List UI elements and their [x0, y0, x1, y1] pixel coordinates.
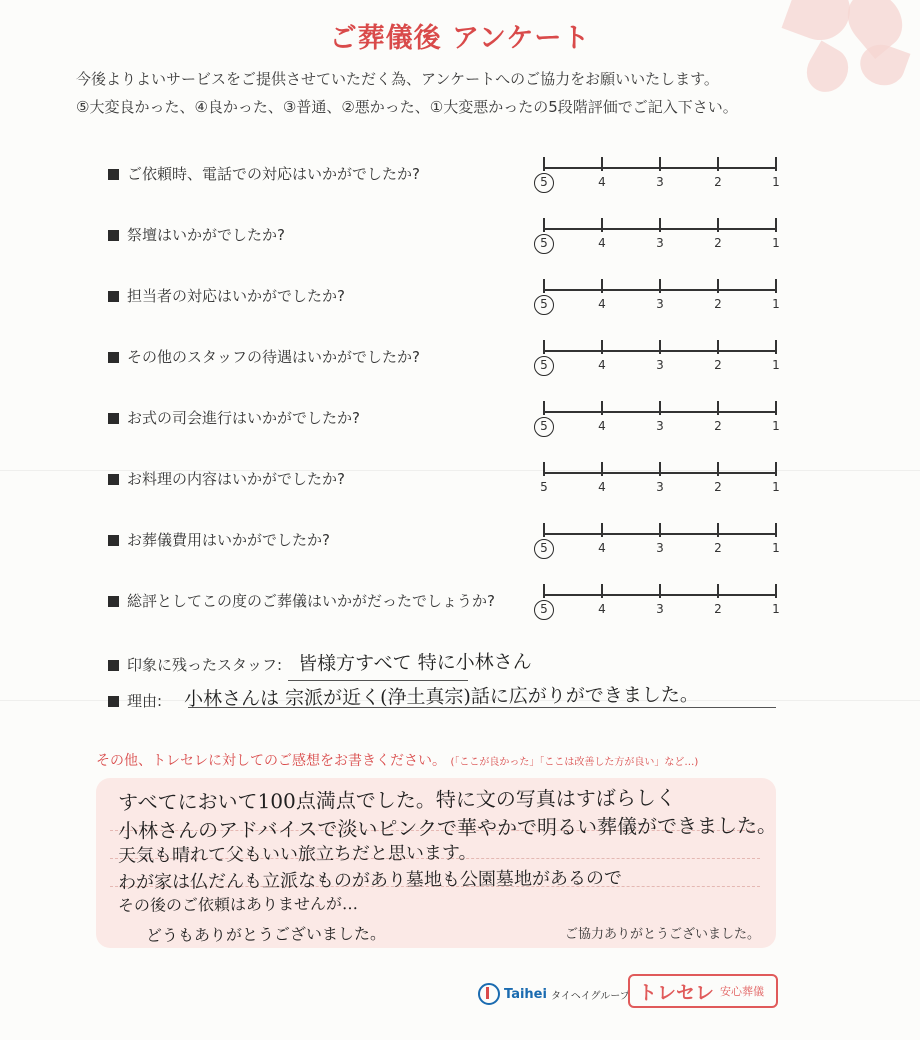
scale-tick: [601, 279, 603, 293]
scale-tick: [543, 218, 545, 232]
bullet-square-icon: [108, 696, 119, 707]
scale-option[interactable]: 5: [540, 541, 548, 555]
scale-option[interactable]: 2: [714, 358, 722, 372]
selected-rating-circle: [534, 356, 554, 376]
bullet-square-icon: [108, 169, 119, 180]
scale-tick: [659, 157, 661, 171]
scale-option[interactable]: 1: [772, 541, 780, 555]
staff-answer: 皆様方すべて 特に小林さん: [297, 650, 532, 676]
scale-option[interactable]: 3: [656, 419, 664, 433]
question-text: ご依頼時、電話での対応はいかがでしたか?: [108, 163, 420, 184]
scale-tick: [775, 462, 777, 476]
question-text: お料理の内容はいかがでしたか?: [108, 468, 345, 489]
question-text: お式の司会進行はいかがでしたか?: [108, 407, 360, 428]
scale-tick: [659, 584, 661, 598]
scale-tick: [543, 279, 545, 293]
staff-underline: [288, 680, 468, 681]
selected-rating-circle: [534, 600, 554, 620]
rating-scale: [528, 397, 788, 437]
scale-option[interactable]: 5: [540, 358, 548, 372]
rating-scale: [528, 153, 788, 193]
scale-option[interactable]: 5: [540, 419, 548, 433]
scale-tick: [659, 279, 661, 293]
scale-tick: [601, 218, 603, 232]
scale-option[interactable]: 1: [772, 358, 780, 372]
taihei-name: Taihei: [504, 986, 547, 1002]
scale-option[interactable]: 2: [714, 297, 722, 311]
scale-option[interactable]: 2: [714, 419, 722, 433]
scale-tick: [601, 584, 603, 598]
question-text: その他のスタッフの待遇はいかがでしたか?: [108, 346, 420, 367]
scale-option[interactable]: 3: [656, 480, 664, 494]
taihei-logo: [478, 982, 630, 1006]
scale-option[interactable]: 4: [598, 602, 606, 616]
scale-tick: [775, 157, 777, 171]
scale-tick: [543, 462, 545, 476]
scale-tick: [775, 218, 777, 232]
selected-rating-circle: [534, 234, 554, 254]
scale-tick: [543, 584, 545, 598]
scale-tick: [717, 218, 719, 232]
selected-rating-circle: [534, 417, 554, 437]
scale-option[interactable]: 5: [540, 480, 548, 494]
taihei-group: タイヘイグループ: [550, 990, 630, 1002]
scale-tick: [601, 462, 603, 476]
scale-option[interactable]: 3: [656, 236, 664, 250]
scale-tick: [717, 157, 719, 171]
question-text: 担当者の対応はいかがでしたか?: [108, 285, 345, 306]
reason-answer: 小林さんは 宗派が近く(浄土真宗)話に広がりができました。: [183, 683, 699, 711]
scale-tick: [543, 157, 545, 171]
scale-tick: [659, 340, 661, 354]
scale-option[interactable]: 5: [540, 602, 548, 616]
comment-line: どうもありがとうございました。: [145, 923, 387, 946]
scale-option[interactable]: 1: [772, 419, 780, 433]
scale-option[interactable]: 2: [714, 175, 722, 189]
torecere-logo: [628, 974, 778, 1008]
scale-tick: [601, 157, 603, 171]
scale-tick: [717, 584, 719, 598]
scale-tick: [543, 340, 545, 354]
scale-option[interactable]: 1: [772, 236, 780, 250]
scale-option[interactable]: 1: [772, 297, 780, 311]
scale-option[interactable]: 3: [656, 358, 664, 372]
comment-line: すべてにおいて100点満点でした。特に文の写真はすばらしく: [117, 785, 676, 815]
scale-tick: [717, 279, 719, 293]
scale-option[interactable]: 4: [598, 358, 606, 372]
comment-line: 小林さんのアドバイスで淡いピンクで華やかで明るい葬儀ができました。: [117, 813, 778, 843]
question-text: お葬儀費用はいかがでしたか?: [108, 529, 330, 550]
scale-tick: [775, 584, 777, 598]
scale-option[interactable]: 4: [598, 236, 606, 250]
scale-option[interactable]: 3: [656, 602, 664, 616]
taihei-logo-icon: [478, 983, 500, 1005]
scale-option[interactable]: 4: [598, 419, 606, 433]
scale-option[interactable]: 2: [714, 480, 722, 494]
scale-option[interactable]: 5: [540, 236, 548, 250]
scale-tick: [659, 523, 661, 537]
scale-option[interactable]: 1: [772, 480, 780, 494]
scale-option[interactable]: 3: [656, 297, 664, 311]
scale-tick: [601, 523, 603, 537]
scale-tick: [717, 462, 719, 476]
torecere-sub: 安心葬儀: [720, 985, 765, 998]
rating-scale: [528, 275, 788, 315]
comment-line: わが家は仏だんも立派なものがあり墓地も公園墓地があるので: [117, 867, 623, 894]
scale-tick: [775, 523, 777, 537]
scale-tick: [601, 340, 603, 354]
rating-scale: [528, 519, 788, 559]
scale-option[interactable]: 4: [598, 297, 606, 311]
scale-tick: [659, 401, 661, 415]
bullet-square-icon: [108, 413, 119, 424]
scale-tick: [543, 401, 545, 415]
scale-option[interactable]: 4: [598, 480, 606, 494]
scale-option[interactable]: 1: [772, 175, 780, 189]
page-title: ご葬儀後 アンケート: [329, 23, 591, 54]
question-text: 祭壇はいかがでしたか?: [108, 224, 285, 245]
rating-scale: [528, 214, 788, 254]
scale-tick: [543, 523, 545, 537]
staff-label: 印象に残ったスタッフ:: [108, 654, 282, 675]
scale-option[interactable]: 2: [714, 541, 722, 555]
scale-option[interactable]: 2: [714, 236, 722, 250]
scale-tick: [659, 218, 661, 232]
scale-option[interactable]: 1: [772, 602, 780, 616]
bullet-square-icon: [108, 596, 119, 607]
rating-scale: [528, 458, 788, 498]
bullet-square-icon: [108, 291, 119, 302]
question-text: 総評としてこの度のご葬儀はいかがだったでしょうか?: [108, 590, 495, 611]
selected-rating-circle: [534, 539, 554, 559]
bullet-square-icon: [108, 352, 119, 363]
selected-rating-circle: [534, 295, 554, 315]
scale-tick: [775, 401, 777, 415]
scale-option[interactable]: 5: [540, 175, 548, 189]
bullet-square-icon: [108, 535, 119, 546]
scale-tick: [717, 340, 719, 354]
rating-scale: [528, 336, 788, 376]
bullet-square-icon: [108, 660, 119, 671]
scale-option[interactable]: 5: [540, 297, 548, 311]
bullet-square-icon: [108, 230, 119, 241]
reason-label: 理由:: [108, 690, 162, 711]
intro-line: ⑤大変良かった、④良かった、③普通、②悪かった、①大変悪かったの5段階評価でご記入下さい。: [76, 98, 738, 116]
scale-tick: [601, 401, 603, 415]
comment-line: その後のご依頼はありませんが…: [117, 893, 359, 916]
scale-tick: [659, 462, 661, 476]
scale-option[interactable]: 4: [598, 175, 606, 189]
scale-option[interactable]: 2: [714, 602, 722, 616]
scale-option[interactable]: 3: [656, 541, 664, 555]
scale-option[interactable]: 4: [598, 541, 606, 555]
thanks-text: ご協力ありがとうございました。: [565, 927, 761, 942]
scale-tick: [775, 340, 777, 354]
intro-line: 今後よりよいサービスをご提供させていただく為、アンケートへのご協力をお願いいたします。: [76, 70, 719, 88]
scale-tick: [717, 523, 719, 537]
scale-option[interactable]: 3: [656, 175, 664, 189]
scale-tick: [775, 279, 777, 293]
comment-heading: その他、トレセレに対してのご感想をお書きください。 (「ここが良かった」「ここは改善した方が良い」など…): [96, 753, 699, 769]
rating-scale: [528, 580, 788, 620]
torecere-brand: トレセレ: [638, 981, 715, 1004]
scale-tick: [717, 401, 719, 415]
comment-line: 天気も晴れて父もいい旅立ちだと思います。: [117, 842, 477, 867]
bullet-square-icon: [108, 474, 119, 485]
selected-rating-circle: [534, 173, 554, 193]
